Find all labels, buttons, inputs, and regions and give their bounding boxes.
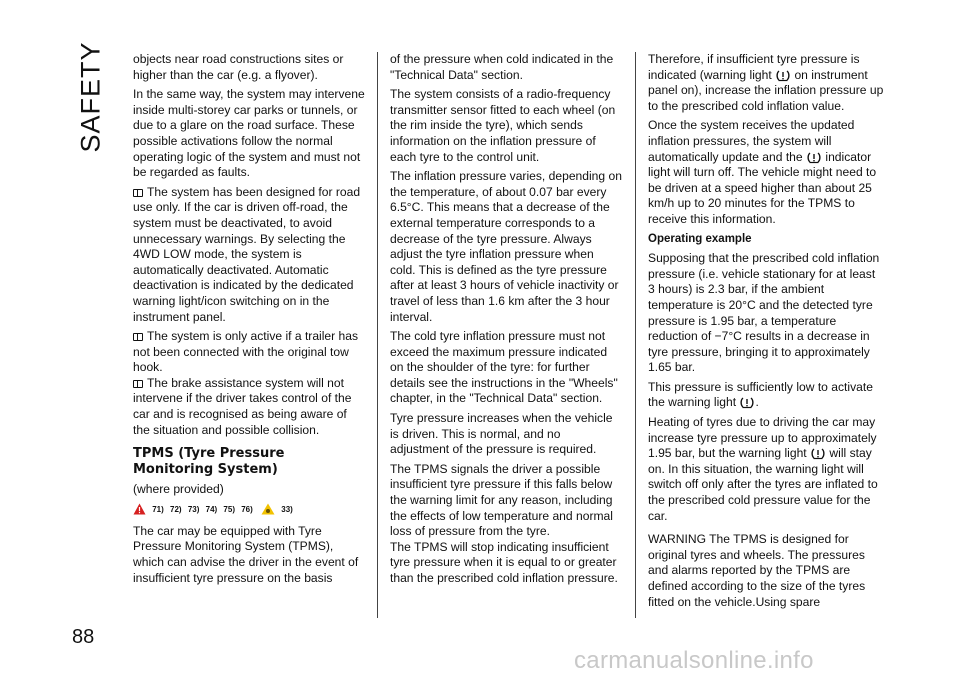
column-1 [133,52,365,590]
column-divider [377,52,378,618]
page-number: 88 [72,626,95,648]
book-icon [133,333,143,341]
text-run: Therefore, if insufficient tyre pressure is indicated (warning light [648,52,860,82]
text-run: Heating of tyres due to driving the car may increase tyre pressure up to approximately 1.95 bar, but the warning light [648,415,877,461]
paragraph [648,415,884,524]
note-text: The brake assistance system will not intervene if the driver takes control of the car and is recognised as being aware of the situation and possible collision. [133,375,352,437]
paragraph: objects near road constructions sites or higher than the car (e.g. a flyover). [133,52,344,82]
reference-number: 73) [187,504,200,514]
section-heading: TPMS (Tyre Pressure Monitoring System) [133,446,285,478]
book-icon [133,380,143,388]
note-text: The system has been designed for road use only. If the car is driven off-road, the system must be deactivated, to avoid unnecessary warnings. By selecting the 4WD LOW mode, the system is automatically deactivated. Automatic deactivation is indicated by the dedicated warning light/icon switching on in the instrument panel. [133,184,361,324]
text-run: will stay on. In this situation, the warning light will switch off only after the tyres are inflated to the prescribed cold pressure value for the car. [648,446,878,523]
note-paragraph [133,185,365,325]
note-text: The system is only active if a trailer has not been connected with the original tow hook. [133,329,359,375]
reference-list [133,502,365,518]
paragraph: WARNING The TPMS is designed for original tyres and wheels. The pressures and alarms reported by the TPMS are defined according to the size of the tyres fitted on the vehicle.Using spare [648,532,866,609]
paragraph: Supposing that the prescribed cold inflation pressure (i.e. vehicle stationary for at least 3 hours) is 2.3 bar, if the ambient temperature is 20°C and the detected tyre pressure is 1.95 bar, a temperature reduction of −7°C results in a decrease in tyre pressure, bringing it to approximately 1.65 bar. [648,251,880,375]
availability-note: (where provided) [133,482,224,497]
paragraph: The car may be equipped with Tyre Pressure Monitoring System (TPMS), which can advise the driver in the event of insufficient tyre pressure on the basis [133,523,359,585]
reference-number: 33) [281,504,293,514]
tpms-warning-icon [740,396,754,409]
reference-number: 71) [152,504,164,514]
paragraph: In the same way, the system may intervene inside multi-storey car parks or tunnels, or due to a glare on the road surface. These possible activations follow the normal operating logic of the system and must not be regarded as faults. [133,87,365,180]
reference-number: 76) [241,504,253,514]
paragraph: The TPMS will stop indicating insufficient tyre pressure when it is equal to or greater than the prescribed cold inflation pressure. [390,539,618,585]
paragraph: The system consists of a radio-frequency transmitter sensor fitted to each wheel (on the rim inside the tyre), which sends information on the inflation pressure of each tyre to the control unit. [390,87,616,164]
column-3 [648,52,884,614]
note-paragraph [133,376,365,438]
reference-number: 75) [223,504,235,514]
column-divider [635,52,636,618]
paragraph [648,380,884,411]
text-run: Once the system receives the updated inflation pressures, the system will automatically update and the [648,118,855,164]
text-run: This pressure is sufficiently low to activate the warning light [648,379,873,410]
paragraph [648,52,884,114]
reference-number: 72) [170,504,182,514]
subsection-heading: Operating example [648,232,752,245]
text-run: on instrument panel on), increase the inflation pressure up to the prescribed cold inflation value. [648,67,884,113]
paragraph: Tyre pressure increases when the vehicle is driven. This is normal, and no adjustment of the pressure is required. [390,411,613,457]
reference-number: 74) [205,504,218,514]
watermark: carmanualsonline.info [574,647,814,674]
danger-triangle-icon [133,503,146,515]
paragraph: of the pressure when cold indicated in the "Technical Data" section. [390,52,614,82]
text-run: . [755,395,759,410]
tpms-warning-icon [776,69,790,82]
paragraph [648,118,884,227]
tpms-warning-icon [811,447,825,460]
caution-triangle-icon [261,503,275,515]
tpms-warning-icon [807,151,821,164]
paragraph: The TPMS signals the driver a possible insufficient tyre pressure if this falls below the warning limit for any reason, including the effects of low temperature and normal loss of pressure from the tyre. [390,461,613,539]
section-title-text: SAFETY [75,41,106,153]
book-icon [133,189,143,197]
paragraph: The cold tyre inflation pressure must not exceed the maximum pressure indicated on the shoulder of the tyre: for further details see the instructions in the "Wheels" chapter, in the "Technical Data" section. [390,329,618,406]
note-paragraph [133,329,365,376]
column-2 [390,52,622,591]
paragraph: The inflation pressure varies, depending on the temperature, of about 0.07 bar every 6.5°C. This means that a decrease of the external temperature corresponds to a decrease of the tyre pressure. Always adjust the tyre inflation pressure when cold. This is defined as the tyre pressure after at least 3 hours of vehicle inactivity or travel of less than 1.6 km after the 3 hour interval. [390,169,622,324]
section-title [68,41,112,154]
text-run: indicator light will turn off. The vehicle might need to be driven at a speed higher than about 25 km/h up to 20 minutes for the TPMS to receive this information. [648,149,877,226]
